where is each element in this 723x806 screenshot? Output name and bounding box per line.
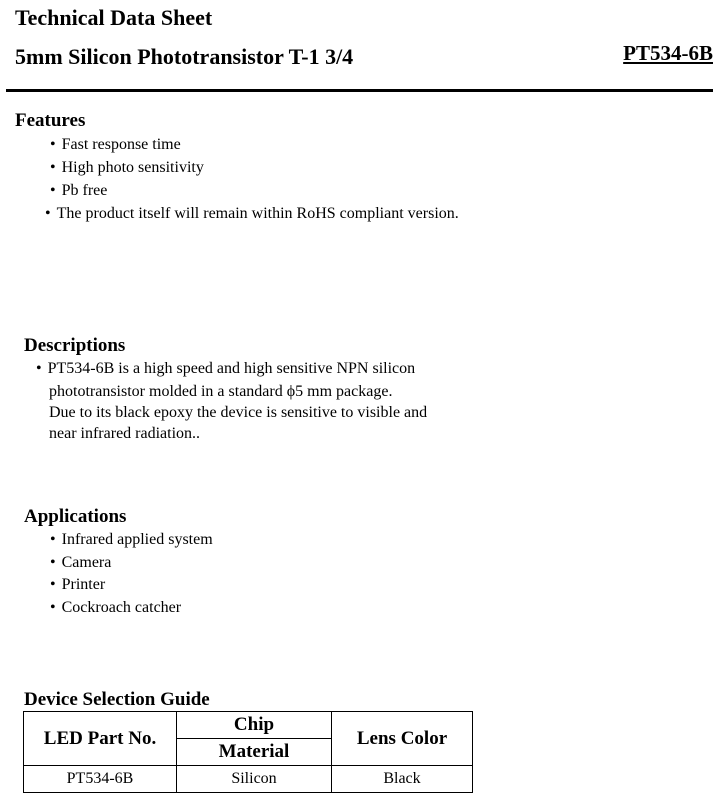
cell-material: Silicon xyxy=(177,766,332,793)
doc-title: Technical Data Sheet xyxy=(15,5,213,30)
header-divider xyxy=(6,89,713,92)
product-title: 5mm Silicon Phototransistor T-1 3/4 xyxy=(15,44,354,69)
description-line: Due to its black epoxy the device is sensitive to visible and xyxy=(49,404,428,421)
application-item: • Printer xyxy=(50,573,105,596)
feature-item: • Fast response time xyxy=(50,133,181,156)
application-item: • Cockroach catcher xyxy=(50,596,181,619)
cell-part: PT534-6B xyxy=(24,766,177,793)
table-row xyxy=(24,766,473,793)
device-selection-table xyxy=(23,711,473,793)
part-number: PT534-6B xyxy=(623,41,713,65)
description-line: near infrared radiation.. xyxy=(49,425,201,442)
application-item: • Camera xyxy=(50,551,111,574)
cell-lens: Black xyxy=(332,766,473,793)
description-line: phototransistor molded in a standard ϕ5 mm package. xyxy=(49,383,393,400)
col-header-material: Material xyxy=(177,739,332,766)
feature-item: • Pb free xyxy=(50,179,107,202)
col-header-lens: Lens Color xyxy=(332,712,473,766)
description-line: • PT534-6B is a high speed and high sensitive NPN silicon xyxy=(36,357,415,380)
descriptions-heading: Descriptions xyxy=(24,335,126,356)
selection-guide-heading: Device Selection Guide xyxy=(24,689,210,710)
feature-item: • High photo sensitivity xyxy=(50,156,204,179)
feature-item: • The product itself will remain within RoHS compliant version. xyxy=(45,202,459,225)
col-header-part: LED Part No. xyxy=(24,712,177,766)
features-heading: Features xyxy=(15,110,86,131)
application-item: • Infrared applied system xyxy=(50,528,213,551)
col-header-chip: Chip xyxy=(177,712,332,739)
applications-heading: Applications xyxy=(24,506,127,527)
